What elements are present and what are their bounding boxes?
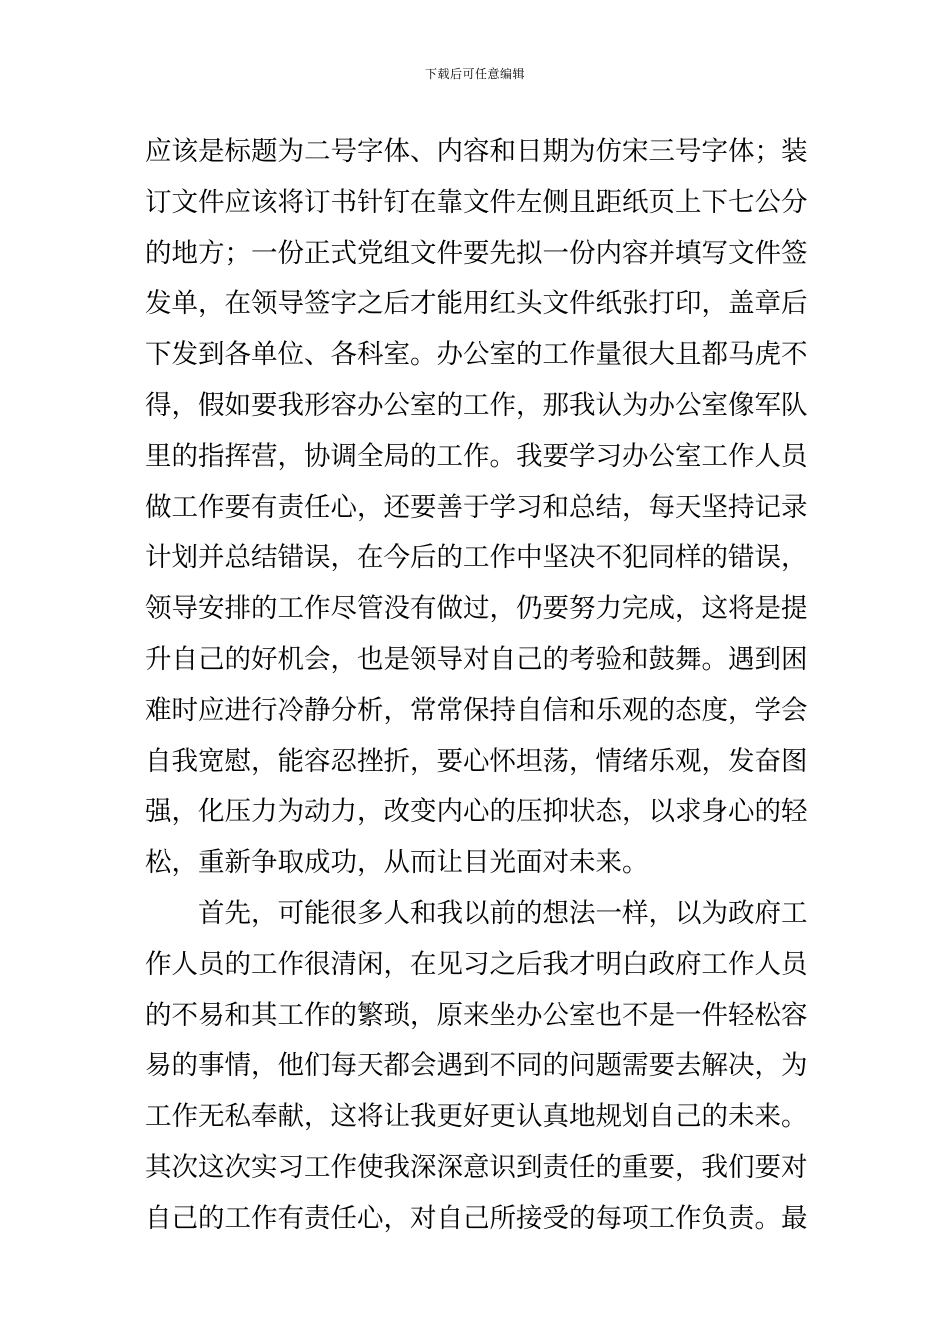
text-line: 首先，可能很多人和我以前的想法一样，以为政府工 [198,897,808,929]
text-line: 升自己的好机会，也是领导对自己的考验和鼓舞。遇到困 [145,643,808,675]
text-line: 易的事情，他们每天都会遇到不同的问题需要去解决，为 [145,1050,808,1082]
text-line: 的不易和其工作的繁琐，原来坐办公室也不是一件轻松容 [145,999,808,1031]
text-line: 订文件应该将订书针钉在靠文件左侧且距纸页上下七公分 [145,186,808,218]
text-line: 松，重新争取成功，从而让目光面对未来。 [145,847,649,879]
text-line: 计划并总结错误，在今后的工作中坚决不犯同样的错误， [145,542,808,574]
paragraph-1 [145,127,815,889]
text-line: 自己的工作有责任心，对自己所接受的每项工作负责。最 [145,1202,808,1234]
text-line: 的地方；一份正式党组文件要先拟一份内容并填写文件签 [145,237,808,269]
text-line: 应该是标题为二号字体、内容和日期为仿宋三号字体；装 [145,136,808,167]
text-line: 下发到各单位、各科室。办公室的工作量很大且都马虎不 [145,339,808,371]
text-line: 自我宽慰，能容忍挫折，要心怀坦荡，情绪乐观，发奋图 [145,745,808,777]
text-line: 发单，在领导签字之后才能用红头文件纸张打印，盖章后 [145,288,808,320]
text-line: 其次这次实习工作使我深深意识到责任的重要，我们要对 [145,1151,808,1183]
text-line: 强，化压力为动力，改变内心的压抑状态，以求身心的轻 [145,796,808,828]
text-line: 里的指挥营，协调全局的工作。我要学习办公室工作人员 [145,440,808,472]
document-body [145,127,815,1245]
text-line: 领导安排的工作尽管没有做过，仍要努力完成，这将是提 [145,593,808,625]
paragraph-2 [145,889,815,1245]
text-line: 作人员的工作很清闲，在见习之后我才明白政府工作人员 [145,948,808,980]
text-line: 工作无私奉献，这将让我更好更认真地规划自己的未来。 [145,1101,808,1133]
page-header-note: 下载后可任意编辑 [424,67,525,81]
text-line: 难时应进行冷静分析，常常保持自信和乐观的态度，学会 [145,694,808,726]
text-line: 做工作要有责任心，还要善于学习和总结，每天坚持记录 [145,491,808,523]
text-line: 得，假如要我形容办公室的工作，那我认为办公室像军队 [145,389,808,421]
